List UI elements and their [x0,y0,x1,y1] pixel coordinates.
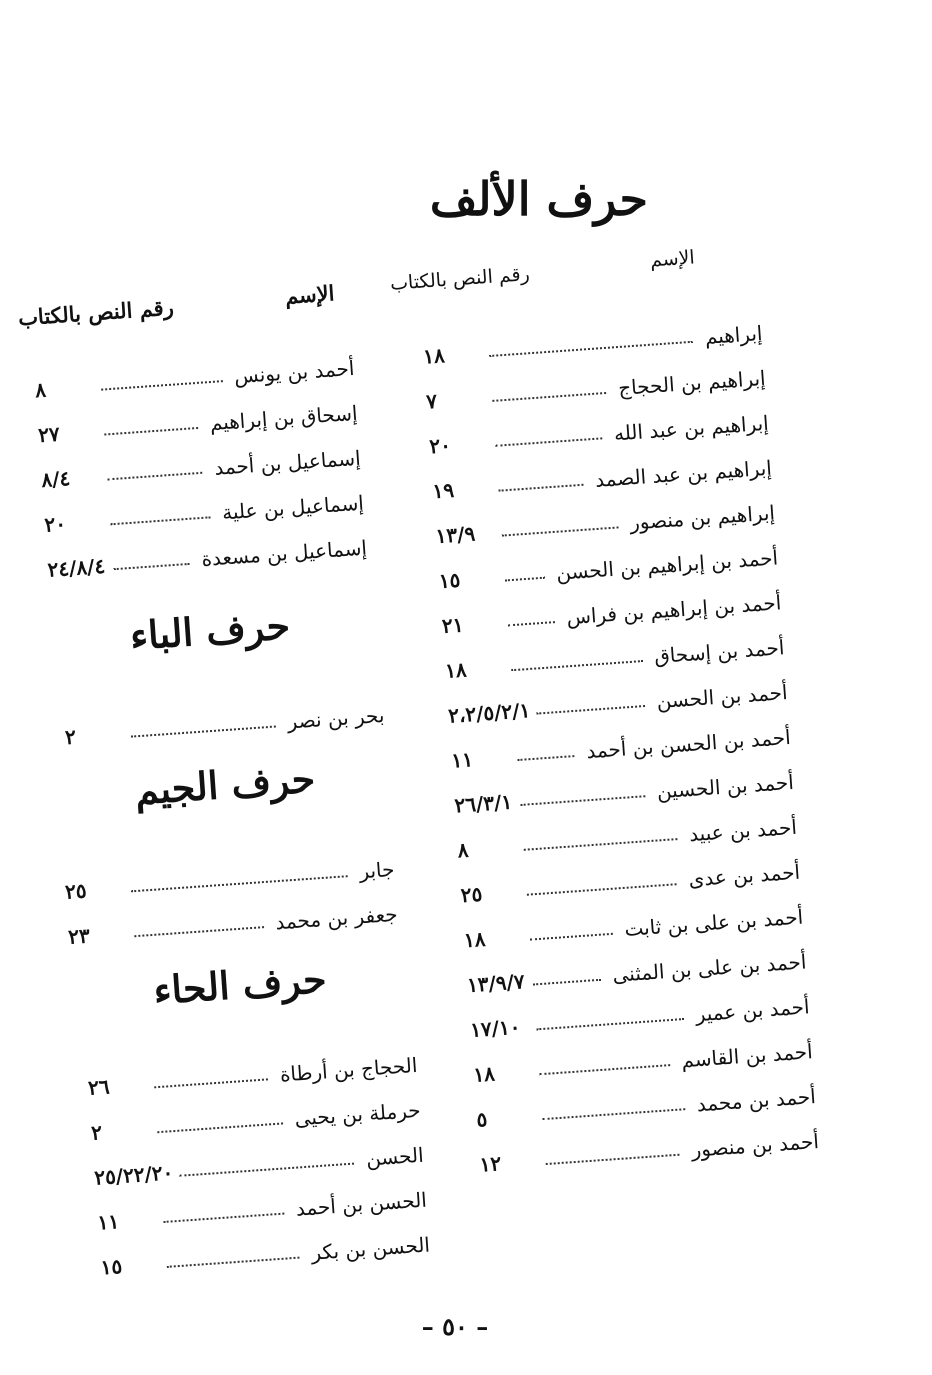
entry-reference: ٢٦ [87,1074,111,1100]
entry-reference: ١٨ [422,343,446,369]
right-header-ref: رقم النص بالكتاب [389,263,531,295]
entry-reference: ١١ [450,747,474,773]
entry-name: إبراهيم [703,320,764,349]
dot-leader [530,932,613,941]
entry-reference: ٢ [90,1120,103,1145]
entry-name: أحمد بن محمد [695,1084,817,1117]
entry-name: أحمد بن القاسم [680,1039,814,1073]
dot-leader [110,515,210,525]
entry-name: الحجاج بن أرطاة [279,1052,419,1087]
dot-leader [154,1077,268,1088]
dot-leader [134,925,264,937]
entry-reference: ١٨ [444,657,468,683]
entry-reference: ٢٠ [428,432,452,459]
entry-reference: ٢٣ [67,923,91,949]
entry-name: أحمد بن الحسن [655,680,789,714]
page-number: – ٥٠ – [421,1312,489,1341]
dot-leader [167,1256,300,1268]
dot-leader [539,1063,669,1075]
dot-leader [101,379,222,390]
entry-reference: ٨/٤ [40,466,71,492]
dot-leader [505,576,545,582]
dot-leader [492,391,606,402]
entry-name: أحمد بن على بن المثنى [611,949,808,987]
entry-name: جابر [358,856,396,884]
entry-name: أحمد بن الحسن بن أحمد [585,724,792,764]
entry-name: أحمد بن منصور [690,1128,820,1162]
entry-name: أحمد بن عدى [687,859,801,892]
section-heading-baa: حرف الباء [128,602,292,659]
entry-reference: ٨ [34,377,47,403]
dot-leader [499,483,584,492]
entry-name: جعفر بن محمد [274,901,399,935]
entry-reference: ٢٤/٨/٤ [46,553,106,582]
dot-leader [520,794,645,806]
right-header-name: الإسم [649,246,696,272]
entry-reference: ١٣/٩/٧ [466,969,526,998]
dot-leader [533,978,601,986]
entry-reference: ٢٦/٣/١ [453,789,513,818]
section-heading-jeem: حرف الجيم [133,755,317,814]
entry-name: إبراهيم بن الحجاج [617,365,767,401]
entry-name: أحمد بن إبراهيم بن فراس [565,590,782,630]
entry-reference: ١٢ [478,1151,502,1177]
left-header-name: الإسم [284,280,336,309]
right-index-column [421,300,820,1177]
entry-reference: ٢٠ [43,511,67,537]
entry-reference: ١٣/٩ [434,521,476,549]
entry-reference: ١٩ [431,477,455,504]
entry-name: أحمد بن إسحاق [653,635,786,669]
entry-name: أحمد بن يونس [233,355,356,389]
dot-leader [508,620,555,626]
entry-reference: ٢٥ [64,878,88,904]
dot-leader [131,725,276,738]
entry-name: الحسن بن أحمد [295,1187,428,1221]
entry-name: إبراهيم بن عبد الصمد [594,455,773,492]
entry-name: إسماعيل بن أحمد [213,445,362,480]
entry-reference: ٢١ [441,612,465,638]
entry-name: بحر بن نصر [286,702,386,734]
entry-name: إبراهيم بن منصور [629,500,776,535]
entry-reference: ١٥ [99,1254,123,1280]
entry-name: إسماعيل بن مسعدة [200,535,368,572]
entry-name: الحسن [365,1142,425,1171]
entry-reference: ٢٥/٢٢/٢٠ [93,1160,175,1190]
dot-leader [495,436,602,446]
entry-name: أحمد بن إبراهيم بن الحسن [555,545,779,585]
entry-name: إسماعيل بن علية [221,490,365,525]
dot-leader [546,1153,680,1165]
dot-leader [157,1121,283,1133]
entry-reference: ١٧/١٠ [469,1014,522,1042]
dot-leader [502,525,619,536]
dot-leader [517,754,574,761]
entry-name: أحمد بن على بن ثابت [623,904,804,941]
left-alif-list [33,335,368,582]
left-baa-list [63,682,385,749]
section-heading-alif: حرف الألف [429,172,648,226]
entry-name: إسحاق بن إبراهيم [209,400,359,436]
entry-reference: ٢ [64,724,77,750]
left-haa-list [86,1032,431,1279]
left-header-ref: رقم النص بالكتاب [17,294,175,331]
entry-reference: ٧ [425,388,438,414]
dot-leader [164,1212,285,1223]
entry-reference: ٢٥ [459,881,484,908]
left-jeem-list [63,836,398,949]
section-heading-haa: حرف الحاء [152,956,328,1013]
entry-reference: ٥ [475,1107,489,1132]
entry-name: أحمد بن عبيد [688,814,798,847]
entry-reference: ٢٧ [37,421,61,448]
entry-name: حرملة بن يحيى [293,1097,422,1131]
entry-reference: ١٨ [463,926,487,953]
entry-name: أحمد بن الحسين [656,769,795,804]
dot-leader [114,562,190,570]
dot-leader [536,704,645,715]
entry-reference: ١٥ [437,567,462,594]
entry-name: أحمد بن عمير [694,994,811,1027]
entry-reference: ١١ [96,1209,120,1235]
dot-leader [104,426,198,436]
entry-name: إبراهيم بن عبد الله [613,410,770,446]
dot-leader [107,471,202,481]
entry-reference: ٨ [456,837,470,863]
index-entry [63,682,385,749]
entry-reference: ١٨ [472,1061,496,1087]
entry-name: الحسن بن بكر [310,1232,431,1265]
entry-reference: ٢،٢/٥/٢/١ [447,698,531,728]
